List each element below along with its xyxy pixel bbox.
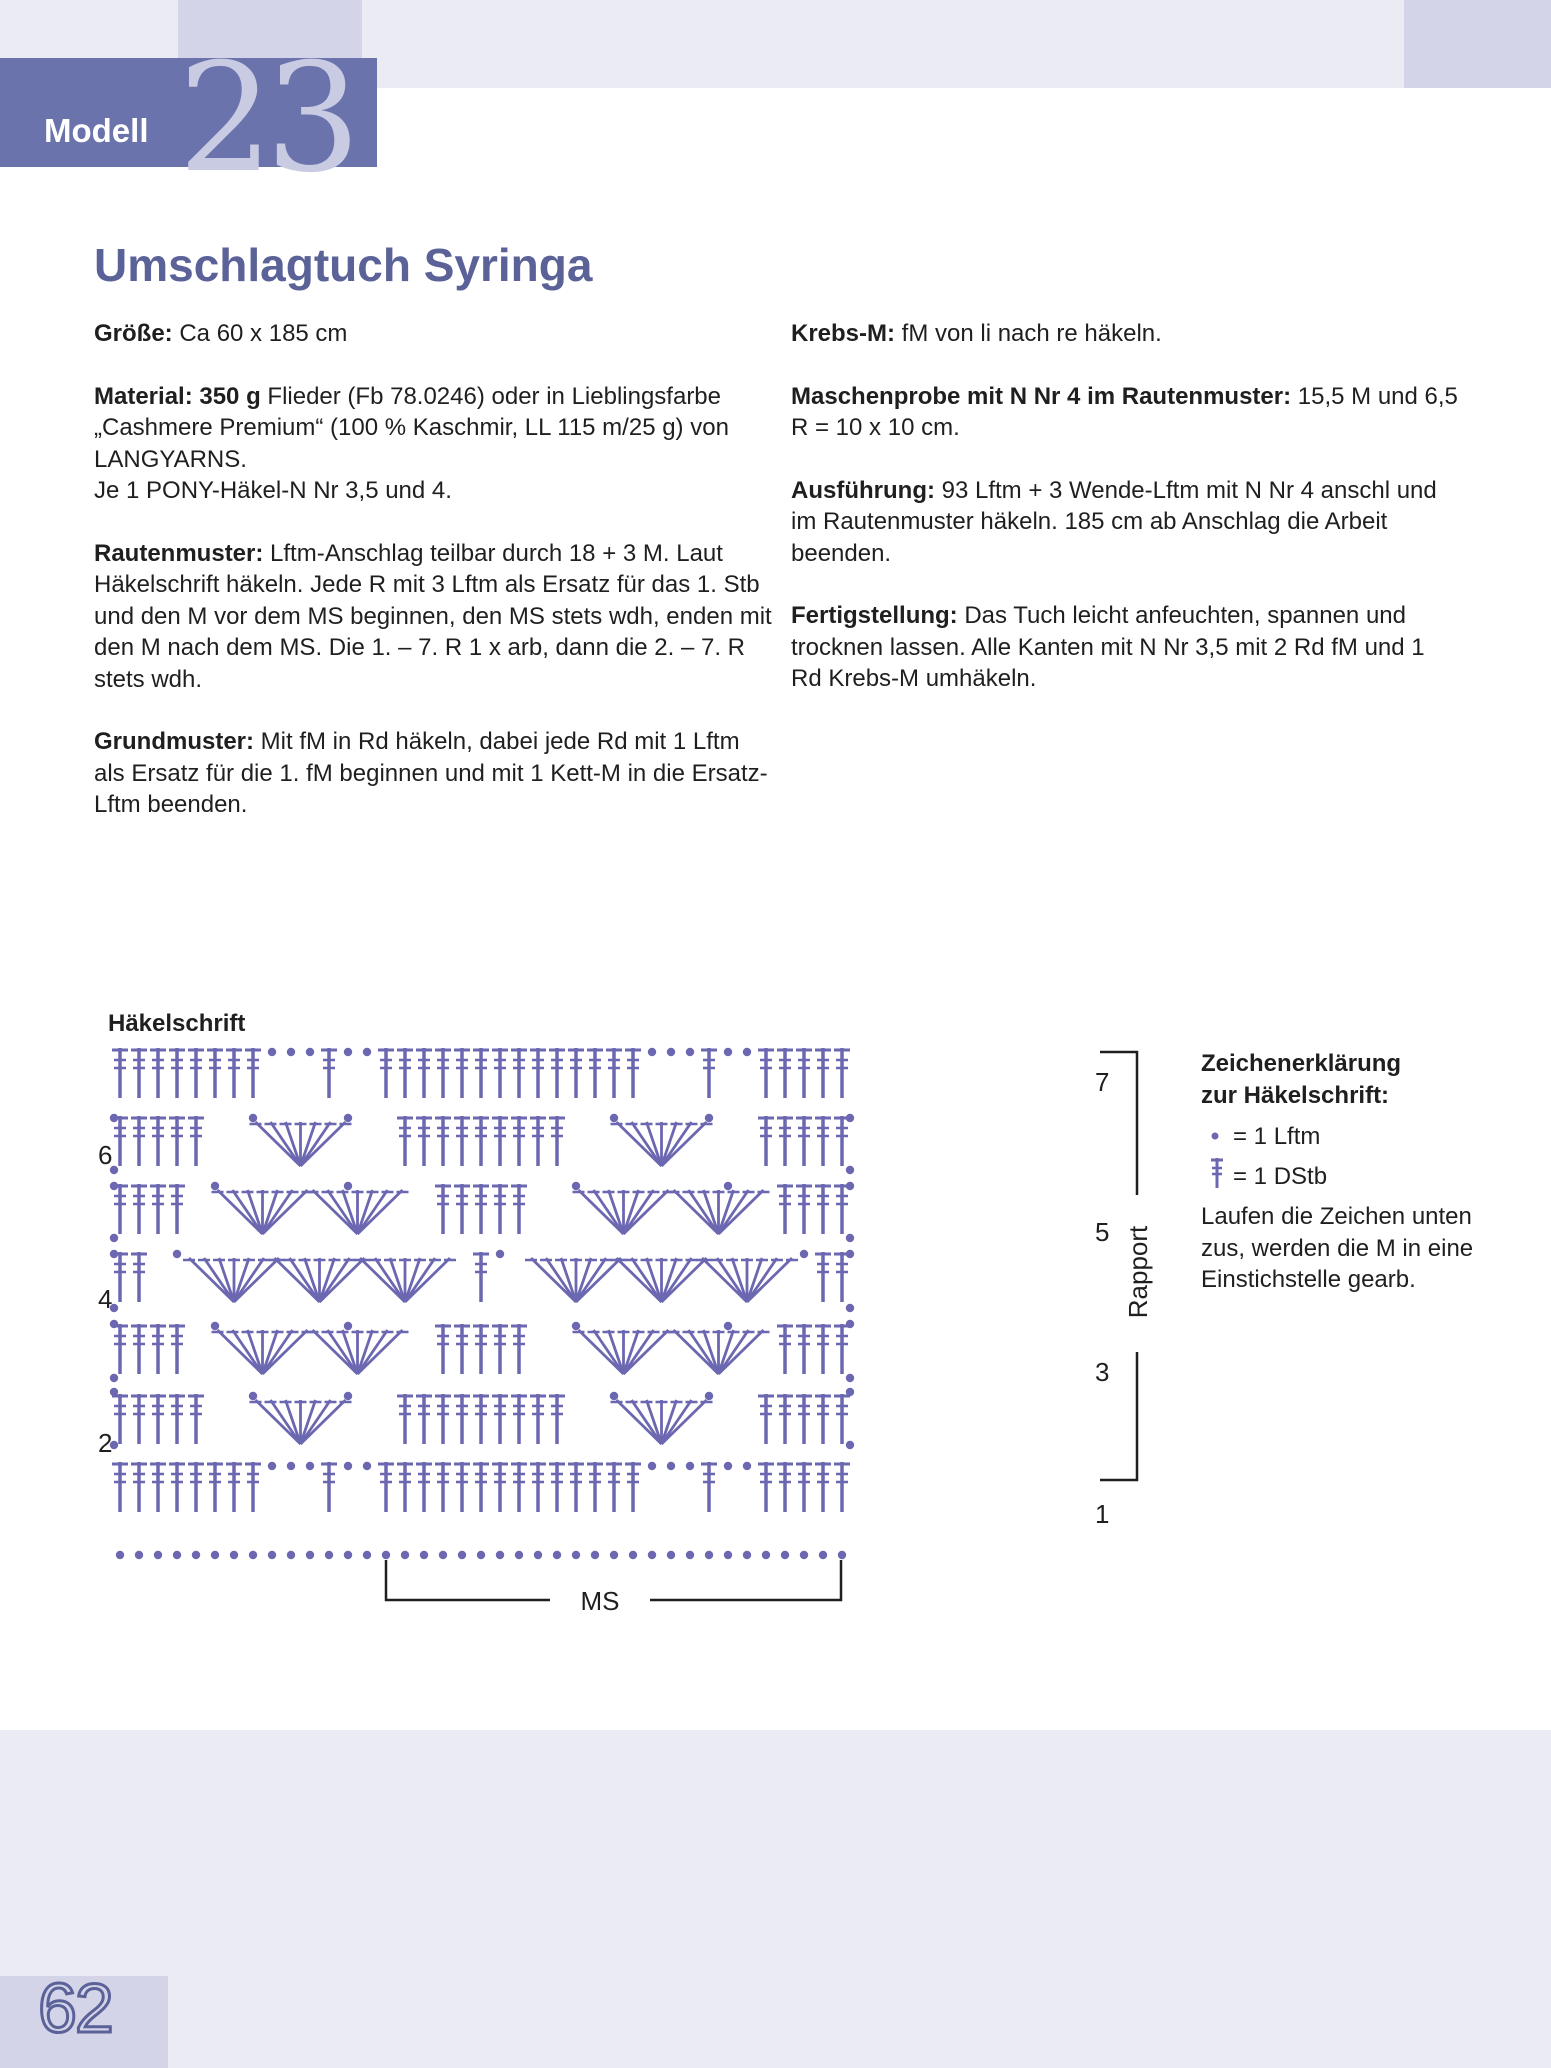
- chain-dot: [743, 1048, 751, 1056]
- chain-dot: [110, 1182, 118, 1190]
- double-crochet-symbol: [777, 1324, 793, 1374]
- double-crochet-symbol: [473, 1394, 489, 1444]
- chain-dot: [344, 1462, 352, 1470]
- chain-dot: [344, 1392, 352, 1400]
- chain-dot: [705, 1114, 713, 1122]
- double-crochet-symbol: [454, 1462, 470, 1512]
- double-crochet-symbol: [625, 1462, 641, 1512]
- double-crochet-symbol: [454, 1184, 470, 1234]
- double-crochet-symbol: [834, 1184, 850, 1234]
- double-crochet-symbol: [131, 1184, 147, 1234]
- double-crochet-symbol: [112, 1048, 128, 1098]
- double-crochet-symbol: [150, 1394, 166, 1444]
- chain-dot: [846, 1320, 854, 1328]
- double-crochet-symbol: [473, 1184, 489, 1234]
- double-crochet-symbol: [777, 1462, 793, 1512]
- chain-dot: [572, 1322, 580, 1330]
- double-crochet-symbol: [188, 1048, 204, 1098]
- double-crochet-symbol: [815, 1324, 831, 1374]
- chain-dot: [667, 1462, 675, 1470]
- legend-item-chain: [1201, 1117, 1521, 1157]
- finishing-paragraph: [791, 600, 1461, 695]
- chain-dot: [268, 1462, 276, 1470]
- chain-dot: [743, 1462, 751, 1470]
- base-pattern-paragraph: [94, 726, 774, 821]
- double-crochet-symbol: [834, 1394, 850, 1444]
- row-number-7: 7: [1095, 1067, 1110, 1097]
- fan-symbol: [696, 1258, 798, 1302]
- right-column: [791, 318, 1461, 726]
- double-crochet-symbol: [758, 1462, 774, 1512]
- chain-dot: [705, 1551, 713, 1559]
- double-crochet-symbol: [188, 1116, 204, 1166]
- chain-dot: [344, 1182, 352, 1190]
- chain-dot: [846, 1182, 854, 1190]
- chain-dot: [667, 1551, 675, 1559]
- double-crochet-symbol: [777, 1048, 793, 1098]
- fan-symbol: [307, 1190, 409, 1234]
- double-crochet-symbol: [112, 1184, 128, 1234]
- double-crochet-symbol: [587, 1462, 603, 1512]
- double-crochet-symbol: [416, 1116, 432, 1166]
- chain-dot: [686, 1048, 694, 1056]
- chain-dot: [287, 1462, 295, 1470]
- chain-dot: [268, 1551, 276, 1559]
- chain-dot: [135, 1551, 143, 1559]
- page-title: Umschlagtuch Syringa: [94, 239, 593, 291]
- chain-dot: [306, 1048, 314, 1056]
- base-pattern-text: Mit fM in Rd häkeln, dabei jede Rd mit 1 Lftm als Ersatz für die 1. fM beginnen und mit 1 Kett-M in die Ersatz-Lftm beenden.: [94, 728, 768, 818]
- double-crochet-symbol: [435, 1324, 451, 1374]
- double-crochet-symbol: [777, 1394, 793, 1444]
- chain-dot: [154, 1551, 162, 1559]
- double-crochet-symbol: [549, 1116, 565, 1166]
- chain-dot: [496, 1250, 504, 1258]
- chain-dot: [363, 1551, 371, 1559]
- page-number: 62: [38, 1969, 112, 2047]
- double-crochet-symbol: [188, 1462, 204, 1512]
- double-crochet-symbol: [397, 1116, 413, 1166]
- chain-dot: [116, 1551, 124, 1559]
- chain-dot: [743, 1551, 751, 1559]
- fan-symbol: [354, 1258, 456, 1302]
- base-pattern-label: Grundmuster:: [94, 728, 255, 755]
- chain-dot: [572, 1182, 580, 1190]
- chain-dot: [363, 1048, 371, 1056]
- double-crochet-symbol: [454, 1116, 470, 1166]
- chain-dot: [667, 1048, 675, 1056]
- double-crochet-symbol: [834, 1252, 850, 1302]
- footer-band: [0, 1730, 1551, 2068]
- double-crochet-symbol: [549, 1048, 565, 1098]
- chain-dot: [724, 1182, 732, 1190]
- double-crochet-symbol: [796, 1394, 812, 1444]
- legend: [1201, 1048, 1521, 1296]
- chain-dot: [648, 1048, 656, 1056]
- double-crochet-symbol: [606, 1462, 622, 1512]
- chain-dot: [110, 1374, 118, 1382]
- double-crochet-symbol: [131, 1048, 147, 1098]
- chain-dot: [686, 1462, 694, 1470]
- chain-dot: [846, 1234, 854, 1242]
- double-crochet-symbol: [511, 1116, 527, 1166]
- double-crochet-symbol: [492, 1116, 508, 1166]
- row-number-6: 6: [98, 1140, 113, 1170]
- execution-paragraph: [791, 475, 1461, 570]
- chain-dot: [110, 1320, 118, 1328]
- double-crochet-symbol: [416, 1394, 432, 1444]
- chain-dot: [800, 1250, 808, 1258]
- top-band-accent-right: [1404, 0, 1551, 88]
- chain-dot: [781, 1551, 789, 1559]
- legend-dstb-text: = 1 DStb: [1233, 1163, 1328, 1191]
- chain-dot: [249, 1114, 257, 1122]
- chain-dot: [515, 1551, 523, 1559]
- fan-symbol: [573, 1190, 675, 1234]
- fan-symbol: [611, 1122, 713, 1166]
- crab-stitch-text: fM von li nach re häkeln.: [895, 320, 1162, 347]
- double-crochet-symbol: [226, 1048, 242, 1098]
- double-crochet-symbol: [758, 1116, 774, 1166]
- double-crochet-symbol: [245, 1048, 261, 1098]
- double-crochet-symbol: [416, 1048, 432, 1098]
- double-crochet-symbol: [796, 1462, 812, 1512]
- execution-text: 93 Lftm + 3 Wende-Lftm mit N Nr 4 anschl und im Rautenmuster häkeln. 185 cm ab Anschlag die Arbeit beenden.: [791, 476, 1437, 567]
- double-crochet-symbol: [815, 1394, 831, 1444]
- material-text: Flieder (Fb 78.0246) oder in Lieblingsfarbe „Cashmere Premium“ (100 % Kaschmir, LL 115 m/25 g) von LANGYARNS. Je 1 PONY-Häkel-N Nr 3,5 und 4.: [94, 382, 729, 504]
- gauge-label: Maschenprobe mit N Nr 4 im Rautenmuster:: [791, 382, 1292, 410]
- double-crochet-symbol: [226, 1462, 242, 1512]
- fan-symbol: [668, 1330, 770, 1374]
- chain-dot: [610, 1551, 618, 1559]
- double-crochet-symbol: [511, 1394, 527, 1444]
- chain-dot: [363, 1462, 371, 1470]
- chain-dot: [846, 1166, 854, 1174]
- double-crochet-symbol: [416, 1462, 432, 1512]
- chain-dot: [553, 1551, 561, 1559]
- material-paragraph: [94, 381, 774, 507]
- chain-dot-icon: [1209, 1121, 1233, 1153]
- double-crochet-symbol: [321, 1048, 337, 1098]
- chain-dot: [496, 1551, 504, 1559]
- chain-dot: [724, 1048, 732, 1056]
- double-crochet-symbol: [169, 1394, 185, 1444]
- chain-dot: [420, 1551, 428, 1559]
- double-crochet-symbol: [796, 1324, 812, 1374]
- double-crochet-symbol: [150, 1184, 166, 1234]
- chain-dot: [724, 1551, 732, 1559]
- chain-dot: [800, 1551, 808, 1559]
- chain-dot: [110, 1234, 118, 1242]
- model-label: Modell: [44, 112, 149, 149]
- diamond-pattern-label: Rautenmuster:: [94, 539, 264, 567]
- chain-dot: [110, 1388, 118, 1396]
- double-crochet-symbol: [112, 1116, 128, 1166]
- chain-dot: [477, 1551, 485, 1559]
- fan-symbol: [668, 1190, 770, 1234]
- chain-dot: [287, 1048, 295, 1056]
- double-crochet-symbol: [568, 1048, 584, 1098]
- double-crochet-symbol: [150, 1048, 166, 1098]
- double-crochet-symbol: [473, 1116, 489, 1166]
- chain-dot: [686, 1551, 694, 1559]
- double-crochet-symbol: [245, 1462, 261, 1512]
- fan-symbol: [250, 1122, 352, 1166]
- chain-dot: [173, 1250, 181, 1258]
- double-crochet-symbol: [530, 1116, 546, 1166]
- legend-chain-text: = 1 Lftm: [1233, 1123, 1321, 1151]
- fan-symbol: [573, 1330, 675, 1374]
- chain-dot: [211, 1551, 219, 1559]
- double-crochet-symbol: [150, 1462, 166, 1512]
- double-crochet-symbol: [511, 1324, 527, 1374]
- double-crochet-symbol: [397, 1394, 413, 1444]
- double-crochet-symbol: [131, 1252, 147, 1302]
- row-number-1: 1: [1095, 1499, 1110, 1529]
- double-crochet-symbol: [530, 1048, 546, 1098]
- double-crochet-symbol: [473, 1252, 489, 1302]
- chain-dot: [439, 1551, 447, 1559]
- double-crochet-symbol: [150, 1324, 166, 1374]
- double-crochet-symbol: [530, 1394, 546, 1444]
- double-crochet-symbol: [549, 1462, 565, 1512]
- chain-dot: [838, 1551, 846, 1559]
- chain-dot: [249, 1551, 257, 1559]
- double-crochet-symbol: [511, 1184, 527, 1234]
- legend-note: Laufen die Zeichen unten zus, werden die M in eine Einstichstelle gearb.: [1201, 1203, 1474, 1293]
- double-crochet-symbol: [815, 1252, 831, 1302]
- double-crochet-symbol: [796, 1048, 812, 1098]
- chain-dot: [344, 1551, 352, 1559]
- double-crochet-symbol: [435, 1462, 451, 1512]
- double-crochet-symbol: [701, 1462, 717, 1512]
- double-crochet-symbol: [568, 1462, 584, 1512]
- execution-label: Ausführung:: [791, 476, 935, 504]
- double-crochet-symbol: [473, 1324, 489, 1374]
- chain-dot: [306, 1551, 314, 1559]
- chain-dot: [610, 1392, 618, 1400]
- diamond-pattern-paragraph: [94, 538, 774, 696]
- size-label: Größe:: [94, 320, 173, 347]
- chain-dot: [211, 1182, 219, 1190]
- double-crochet-symbol: [473, 1462, 489, 1512]
- double-crochet-symbol: [511, 1462, 527, 1512]
- chain-dot: [591, 1551, 599, 1559]
- rapport-label: Rapport: [1123, 1225, 1153, 1319]
- fan-symbol: [183, 1258, 285, 1302]
- double-crochet-symbol: [492, 1462, 508, 1512]
- row-number-3: 3: [1095, 1357, 1110, 1387]
- fan-symbol: [611, 1258, 713, 1302]
- chain-dot: [846, 1374, 854, 1382]
- double-crochet-symbol: [777, 1184, 793, 1234]
- double-crochet-symbol: [112, 1394, 128, 1444]
- chain-dot: [211, 1322, 219, 1330]
- row-number-5: 5: [1095, 1217, 1110, 1247]
- double-crochet-symbol: [150, 1116, 166, 1166]
- chain-dot: [846, 1441, 854, 1449]
- double-crochet-symbol: [815, 1116, 831, 1166]
- double-crochet-symbol: [378, 1462, 394, 1512]
- crab-stitch-label: Krebs-M:: [791, 320, 896, 347]
- chain-dot: [648, 1551, 656, 1559]
- fan-symbol: [611, 1400, 713, 1444]
- double-crochet-symbol: [207, 1462, 223, 1512]
- double-crochet-symbol: [815, 1048, 831, 1098]
- model-number: 23: [178, 32, 353, 206]
- chain-dot: [344, 1114, 352, 1122]
- double-crochet-symbol: [530, 1462, 546, 1512]
- chain-dot: [110, 1250, 118, 1258]
- double-crochet-symbol: [587, 1048, 603, 1098]
- chain-dot: [846, 1250, 854, 1258]
- double-crochet-symbol: [169, 1324, 185, 1374]
- chain-dot: [846, 1114, 854, 1122]
- chain-dot: [401, 1551, 409, 1559]
- double-crochet-symbol: [112, 1324, 128, 1374]
- double-crochet-symbol: [454, 1048, 470, 1098]
- double-crochet-symbol: [131, 1324, 147, 1374]
- chain-dot: [610, 1114, 618, 1122]
- chain-dot: [572, 1551, 580, 1559]
- double-crochet-symbol: [397, 1048, 413, 1098]
- chain-dot: [110, 1114, 118, 1122]
- chain-dot: [344, 1322, 352, 1330]
- double-crochet-symbol: [321, 1462, 337, 1512]
- chain-dot: [629, 1551, 637, 1559]
- double-crochet-symbol: [397, 1462, 413, 1512]
- chain-dot: [724, 1322, 732, 1330]
- double-crochet-symbol: [131, 1116, 147, 1166]
- double-crochet-symbol: [796, 1184, 812, 1234]
- legend-title-1: Zeichenerklärung: [1201, 1050, 1402, 1077]
- double-crochet-symbol: [188, 1394, 204, 1444]
- double-crochet-symbol: [169, 1048, 185, 1098]
- double-crochet-symbol: [549, 1394, 565, 1444]
- chain-dot: [458, 1551, 466, 1559]
- chain-dot: [819, 1551, 827, 1559]
- double-crochet-symbol: [435, 1116, 451, 1166]
- row-number-2: 2: [98, 1428, 113, 1458]
- double-crochet-symbol: [701, 1048, 717, 1098]
- chain-dot: [382, 1551, 390, 1559]
- gauge-paragraph: [791, 381, 1461, 444]
- double-crochet-symbol: [169, 1462, 185, 1512]
- chain-dot: [344, 1048, 352, 1056]
- chain-dot: [846, 1304, 854, 1312]
- size-text: Ca 60 x 185 cm: [172, 320, 348, 347]
- double-crochet-symbol: [492, 1394, 508, 1444]
- finishing-label: Fertigstellung:: [791, 602, 958, 629]
- diamond-pattern-text: Lftm-Anschlag teilbar durch 18 + 3 M. Laut Häkelschrift häkeln. Jede R mit 3 Lftm als Ersatz für das 1. Stb und den M vor dem MS beginnen, den MS stets wdh, enden mit den M nach dem MS. Die 1. – 7. R 1 x arb, dann die 2. – 7. R stets wdh.: [94, 539, 772, 693]
- chain-dot: [192, 1551, 200, 1559]
- double-crochet-symbol: [815, 1462, 831, 1512]
- double-crochet-symbol: [112, 1252, 128, 1302]
- double-crochet-symbol: [758, 1048, 774, 1098]
- chain-dot: [648, 1462, 656, 1470]
- double-crochet-symbol: [834, 1116, 850, 1166]
- crochet-chart: [90, 1040, 1180, 1630]
- double-crochet-symbol: [625, 1048, 641, 1098]
- chain-dot: [534, 1551, 542, 1559]
- gauge-text: 15,5 M und 6,5 R = 10 x 10 cm.: [791, 382, 1458, 441]
- chain-dot: [306, 1462, 314, 1470]
- double-crochet-symbol: [435, 1394, 451, 1444]
- ms-label: MS: [580, 1586, 620, 1616]
- legend-item-dstb: [1201, 1157, 1521, 1197]
- double-crochet-symbol: [435, 1048, 451, 1098]
- double-crochet-symbol: [131, 1394, 147, 1444]
- double-crochet-symbol: [834, 1462, 850, 1512]
- double-crochet-symbol: [454, 1324, 470, 1374]
- double-crochet-symbol: [492, 1184, 508, 1234]
- fan-symbol: [525, 1258, 627, 1302]
- double-crochet-symbol: [606, 1048, 622, 1098]
- double-crochet-symbol: [473, 1048, 489, 1098]
- chain-dot: [230, 1551, 238, 1559]
- double-crochet-symbol: [777, 1116, 793, 1166]
- double-crochet-symbol: [112, 1462, 128, 1512]
- row-number-4: 4: [98, 1284, 113, 1314]
- fan-symbol: [250, 1400, 352, 1444]
- finishing-text: Das Tuch leicht anfeuchten, spannen und trocknen lassen. Alle Kanten mit N Nr 3,5 mit 2 Rd fM und 1 Rd Krebs-M umhäkeln.: [791, 602, 1425, 692]
- double-crochet-symbol: [207, 1048, 223, 1098]
- fan-symbol: [212, 1190, 314, 1234]
- chain-dot: [325, 1551, 333, 1559]
- double-crochet-icon: [1209, 1156, 1233, 1199]
- double-crochet-symbol: [511, 1048, 527, 1098]
- fan-symbol: [269, 1258, 371, 1302]
- chain-dot: [173, 1551, 181, 1559]
- fan-symbol: [307, 1330, 409, 1374]
- crab-stitch-paragraph: [791, 318, 1461, 350]
- fan-symbol: [212, 1330, 314, 1374]
- double-crochet-symbol: [435, 1184, 451, 1234]
- size-paragraph: [94, 318, 774, 350]
- chain-dot: [287, 1551, 295, 1559]
- legend-title-2: zur Häkelschrift:: [1201, 1081, 1390, 1109]
- double-crochet-symbol: [169, 1116, 185, 1166]
- double-crochet-symbol: [796, 1116, 812, 1166]
- material-label: Material: 350 g: [94, 382, 261, 410]
- chart-title: Häkelschrift: [108, 1010, 246, 1037]
- chain-dot: [268, 1048, 276, 1056]
- chain-dot: [762, 1551, 770, 1559]
- double-crochet-symbol: [492, 1048, 508, 1098]
- double-crochet-symbol: [758, 1394, 774, 1444]
- chain-dot: [724, 1462, 732, 1470]
- chain-dot: [846, 1388, 854, 1396]
- chain-dot: [249, 1392, 257, 1400]
- double-crochet-symbol: [378, 1048, 394, 1098]
- chain-dot: [705, 1392, 713, 1400]
- double-crochet-symbol: [834, 1324, 850, 1374]
- double-crochet-symbol: [834, 1048, 850, 1098]
- left-column: [94, 318, 774, 852]
- double-crochet-symbol: [169, 1184, 185, 1234]
- double-crochet-symbol: [815, 1184, 831, 1234]
- double-crochet-symbol: [492, 1324, 508, 1374]
- double-crochet-symbol: [131, 1462, 147, 1512]
- double-crochet-symbol: [454, 1394, 470, 1444]
